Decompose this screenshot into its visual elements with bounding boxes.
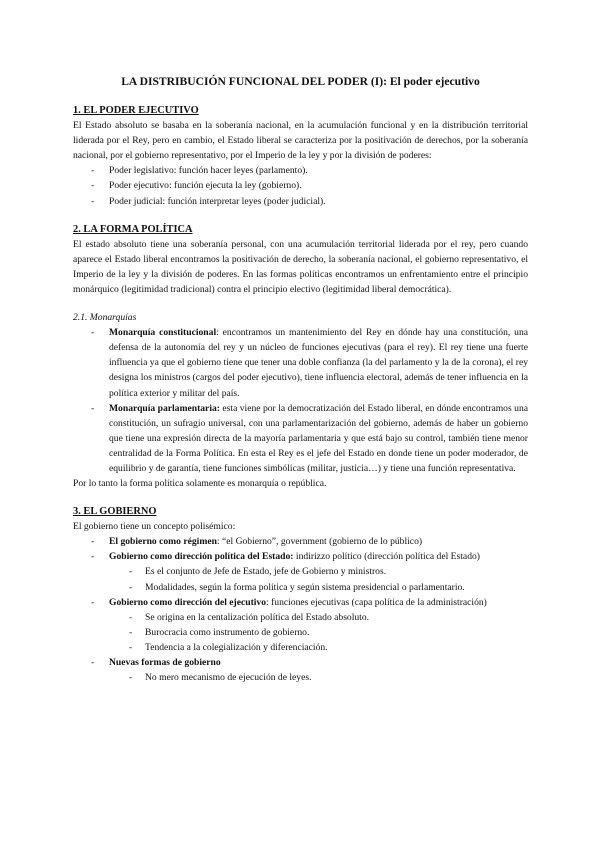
subsection-monarquias: 2.1. Monarquías [73,312,137,324]
definition: esta viene por la democratización del Estado liberal, en dónde encontramos una constitución, un sufragio universal, con una parlamentarización del gobierno, además de haber un gobierno que tiene una expresión directa de la mayoría parlamentaria y que está bajo su control, también tiene menor centralidad de la Forma Política. En esta el Rey es el jefe del Estado en donde tiene un poder moderador, de equilibrio y de garantía, tiene funciones simbólicas (militar, justicia…) y tiene una función representativa. [109,402,528,474]
section-3-intro: El gobierno tiene un concepto polisémico: [73,521,236,533]
term: El gobierno como régimen [109,536,217,548]
definition: : “el Gobierno”, government (gobierno de lo público) [216,536,423,548]
section-1-paragraph: El Estado absoluto se basaba en la soberanía nacional, en la acumulación funcional y en la distribución territorial liderada por el Rey, pero en cambio, el Estado liberal se caracteriza por la positivación de derechos, por la soberanía nacional, por el gobierno representativo, por el Imperio de la ley y por la división de poderes: [73,120,528,162]
direccion-politica-sublist [73,564,528,594]
section-2-paragraph: El estado absoluto tiene una soberanía personal, con una acumulación territorial liderada por el rey, pero cuando aparece el Estado liberal encontramos la positivación de derecho, la soberanía nacional, el gobierno representativo, el Imperio de la ley y la división de poderes. En las formas políticas encontramos un enfrentamiento entre el principio monárquico (legitimidad tradicional) contra el principio electivo (legitimidad liberal democrática). [73,238,528,295]
list-item: - Es el conjunto de Jefe de Estado, jefe de Gobierno y ministros. [73,564,528,579]
powers-list [73,163,528,208]
definition: : funciones ejecutivas (capa política de la administración) [266,596,487,608]
term: Gobierno como dirección del ejecutivo [109,596,267,608]
term: Nuevas formas de gobierno [109,657,221,668]
list-item: - Modalidades, según la forma política y según sistema presidencial o parlamentario. [73,580,528,595]
term: Monarquía constitucional [109,327,217,339]
definition: : encontramos un mantenimiento del Rey en dónde hay una constitución, una defensa de la autonomía del rey y un núcleo de funciones ejecutivas (para el rey). El rey tiene una fuerte influencia ya que el gobierno tiene que tener una doble confianza (la del parlamento y la de la corona), el rey designa los ministros (cargos del poder ejecutivo), tiene influencia electoral, además de tener influencia en la política exterior y militar del país. [109,327,528,399]
document-page [73,74,528,685]
list-item: - Burocracia como instrumento de gobierno. [73,625,528,640]
list-item-gobierno-regimen [73,534,528,549]
section-2-closing: Por lo tanto la forma política solamente es monarquía o república. [73,478,327,490]
section-2-heading: 2. LA FORMA POLÍTICA [73,223,193,235]
list-item-gobierno-direccion-politica [73,549,528,564]
list-item: - No mero mecanismo de ejecución de leyes. [73,670,528,685]
government-list [73,534,528,564]
definition: indirizzo político (dirección política del Estado) [293,551,480,563]
term: Gobierno como dirección política del Estado: [109,551,294,563]
list-item-monarquia-constitucional [73,325,528,400]
list-item-gobierno-direccion-ejecutivo [73,595,528,610]
monarchy-list [73,325,528,476]
list-item: - Poder judicial: función interpretar leyes (poder judicial). [73,194,528,209]
list-item: - Tendencia a la colegialización y diferenciación. [73,640,528,655]
section-1-heading: 1. EL PODER EJECUTIVO [73,105,199,117]
list-item-nuevas-formas [73,655,528,670]
list-item-monarquia-parlamentaria [73,401,528,476]
list-item: - Se origina en la centalización política del Estado absoluto. [73,610,528,625]
nuevas-formas-sublist [73,670,528,685]
government-list-cont [73,595,528,610]
list-item: - Poder legislativo: función hacer leyes (parlamento). [73,163,528,178]
section-3-heading: 3. EL GOBIERNO [73,506,157,518]
document-title: LA DISTRIBUCIÓN FUNCIONAL DEL PODER (I): El poder ejecutivo [121,75,480,88]
direccion-ejecutivo-sublist [73,610,528,655]
list-item: - Poder ejecutivo: función ejecuta la ley (gobierno). [73,178,528,193]
government-list-cont2 [73,655,528,670]
term: Monarquía parlamentaria: [109,402,220,414]
